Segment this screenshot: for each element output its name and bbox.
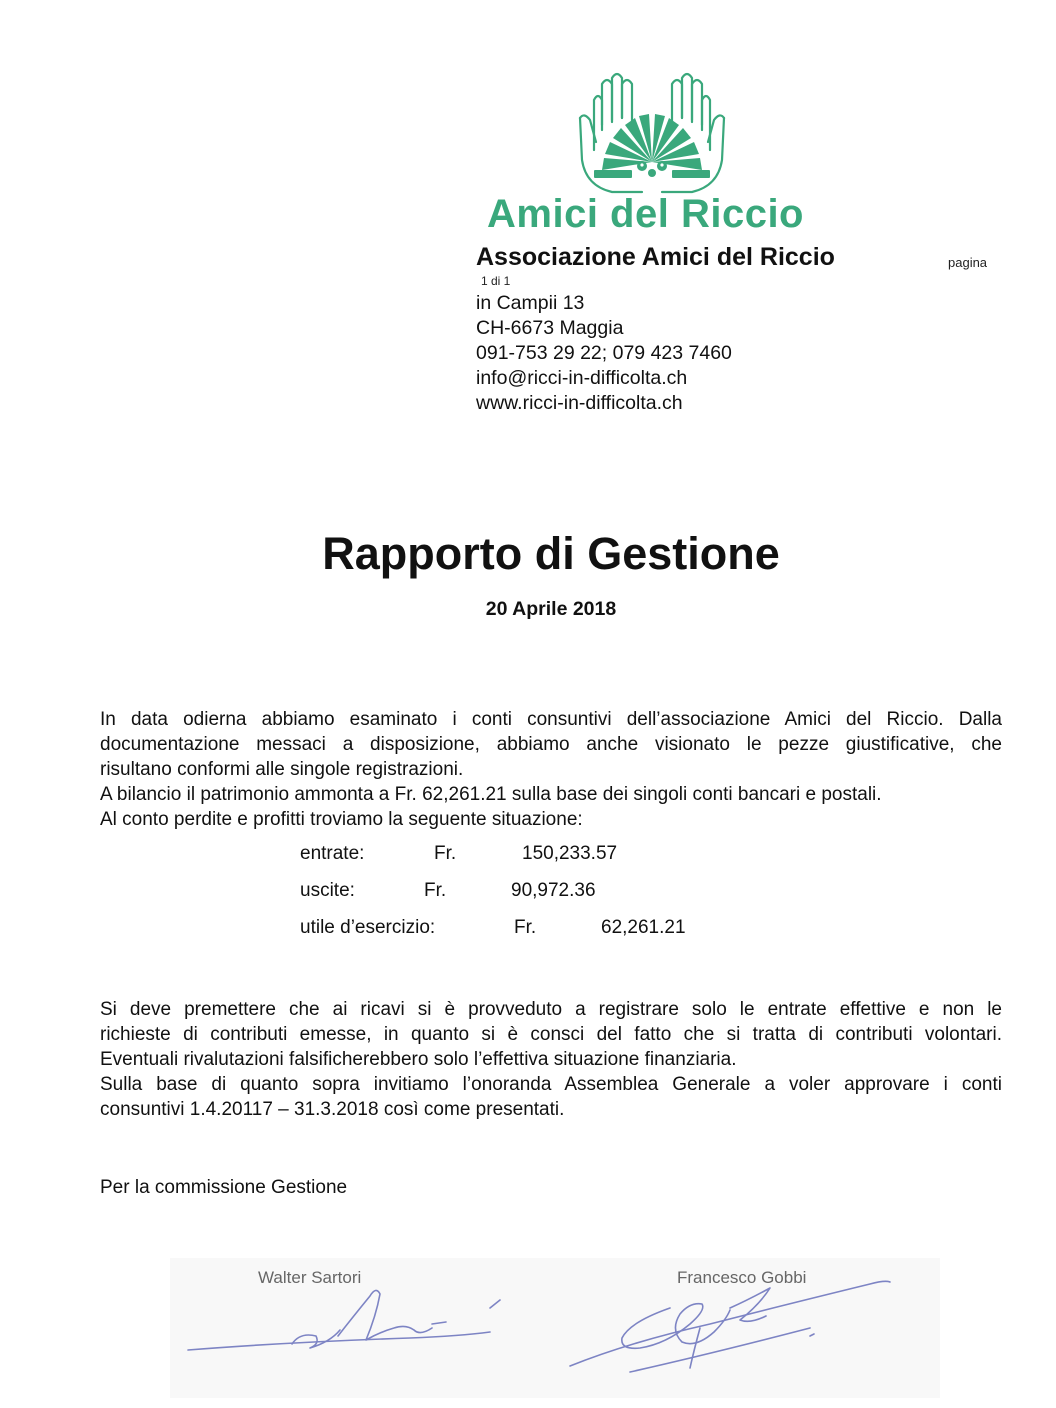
paragraph-1-line: risultano conformi alle singole registrazioni. (100, 759, 464, 780)
organization-name: Associazione Amici del Riccio (476, 243, 835, 271)
paragraph-2-line: richieste di contributi emesse, in quanto si è consci del fatto che si tratta di contributi volontari. (100, 1024, 1002, 1045)
document-date: 20 Aprile 2018 (485, 598, 617, 620)
address-website: www.ricci-in-difficolta.ch (476, 392, 683, 414)
finance-currency: Fr. (514, 917, 537, 938)
finance-amount: 150,233.57 (522, 843, 618, 864)
address-phone: 091-753 29 22; 079 423 7460 (476, 342, 732, 364)
finance-currency: Fr. (424, 880, 447, 901)
signatory-name: Francesco Gobbi (677, 1268, 807, 1287)
paragraph-2-line: consuntivi 1.4.20117 – 31.3.2018 così come presentati. (100, 1099, 565, 1120)
finance-currency: Fr. (434, 843, 457, 864)
closing-line: Per la commissione Gestione (100, 1177, 348, 1198)
address-street: in Campii 13 (476, 292, 585, 314)
paragraph-1-line: documentazione messaci a disposizione, abbiamo anche visionato le pezze giustificative, che (100, 734, 1002, 755)
page-count: 1 di 1 (481, 274, 511, 288)
finance-label: utile d’esercizio: (300, 917, 436, 938)
finance-amount: 62,261.21 (601, 917, 686, 938)
address-city: CH-6673 Maggia (476, 317, 624, 339)
paragraph-1-line: Al conto perdite e profitti troviamo la seguente situazione: (100, 809, 583, 830)
paragraph-1-line: In data odierna abbiamo esaminato i conti consuntivi dell’associazione Amici del Riccio. Dalla (100, 709, 1002, 730)
finance-label: entrate: (300, 843, 365, 864)
hands-hedgehog-logo-icon (572, 70, 732, 200)
finance-amount: 90,972.36 (511, 880, 596, 901)
brand-name: Amici del Riccio (487, 192, 804, 236)
page-label: pagina (948, 255, 988, 270)
paragraph-1-line: A bilancio il patrimonio ammonta a Fr. 62,261.21 sulla base dei singoli conti bancari e postali. (100, 784, 882, 805)
paragraph-2-line: Sulla base di quanto sopra invitiamo l’onoranda Assemblea Generale a voler approvare i conti (100, 1074, 1002, 1095)
document-title: Rapporto di Gestione (322, 528, 780, 579)
signatures-icon (170, 1258, 940, 1398)
address-email: info@ricci-in-difficolta.ch (476, 367, 688, 389)
paragraph-2-line: Eventuali rivalutazioni falsificherebbero solo l’effettiva situazione finanziaria. (100, 1049, 737, 1070)
signatory-name: Walter Sartori (258, 1268, 362, 1287)
paragraph-2-line: Si deve premettere che ai ricavi si è provveduto a registrare solo le entrate effettive e non le (100, 999, 1002, 1020)
finance-label: uscite: (300, 880, 355, 901)
